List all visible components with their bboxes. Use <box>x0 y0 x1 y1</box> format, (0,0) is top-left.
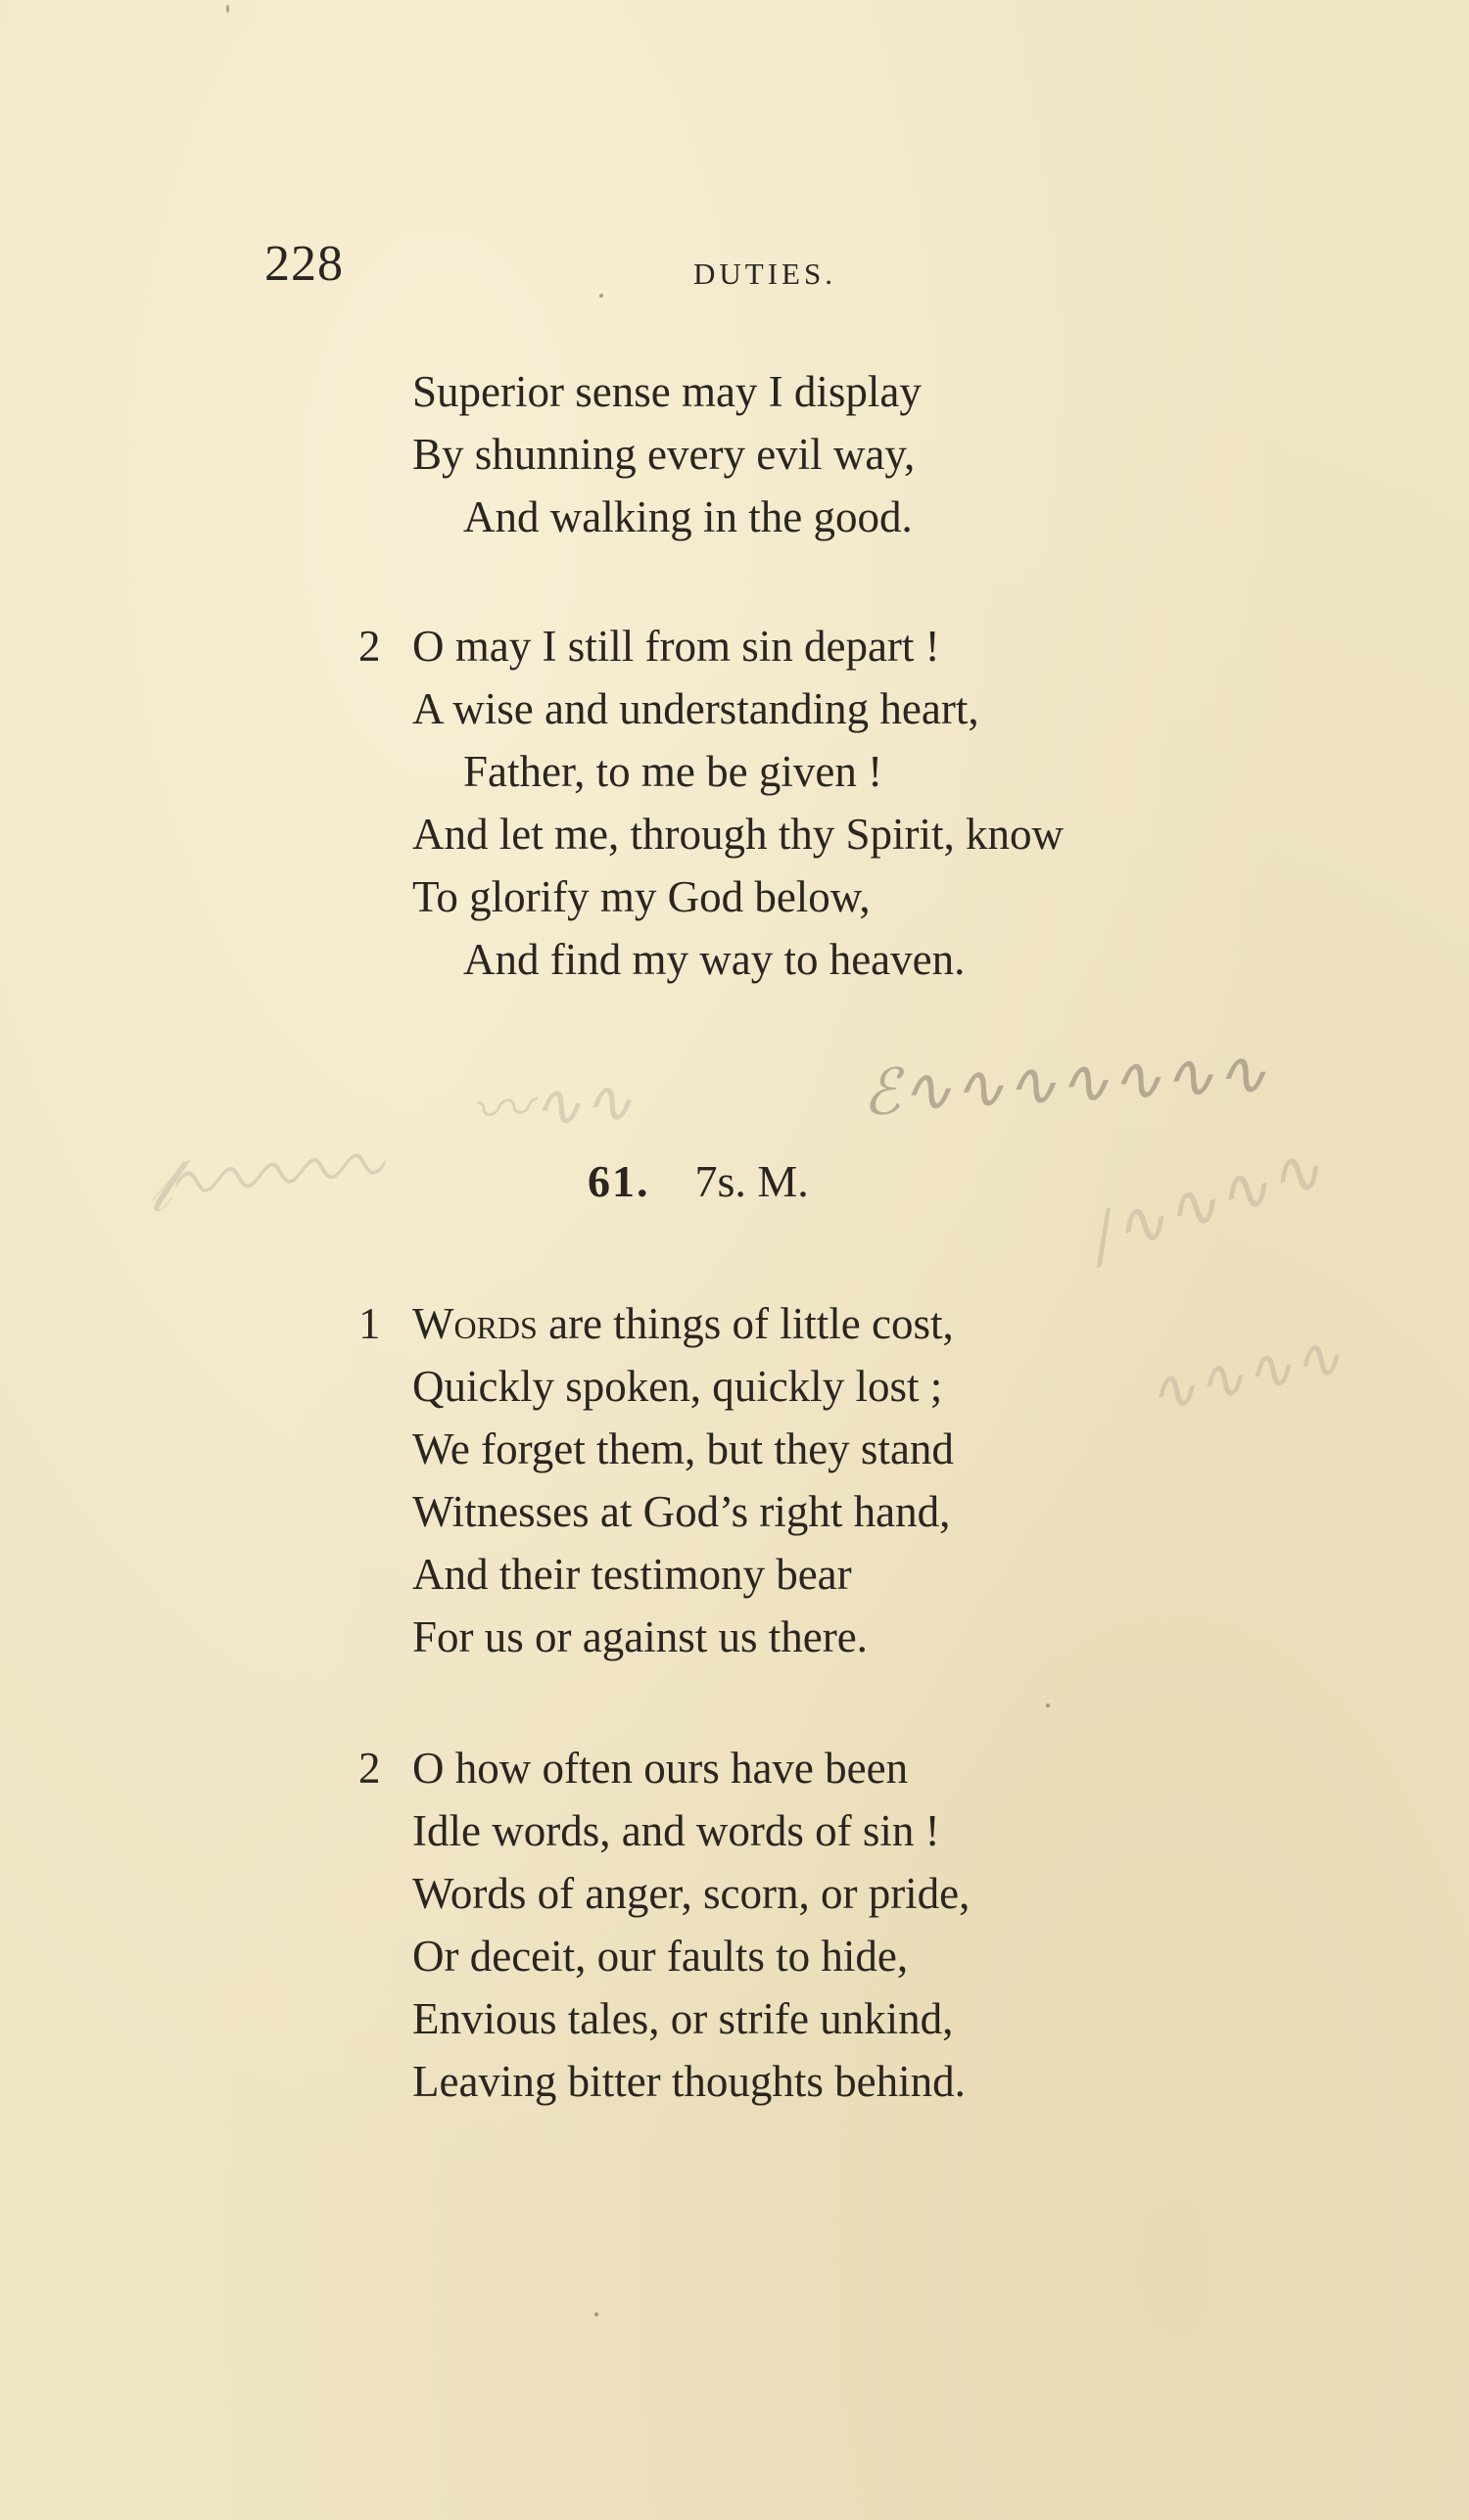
pencil-scribble: ∕∿∿∿∿ <box>1081 1130 1332 1276</box>
paper-speck <box>1046 1703 1050 1707</box>
poem-line: Quickly spoken, quickly lost ; <box>412 1362 943 1411</box>
poem-line: And let me, through thy Spirit, know <box>412 810 1064 859</box>
poem-line: We forget them, but they stand <box>412 1424 954 1473</box>
paper-speck <box>226 5 229 13</box>
hymn-number: 61. <box>588 1156 650 1206</box>
hymn-header <box>588 1155 809 1207</box>
poem-line: And walking in the good. <box>463 492 913 541</box>
running-head: DUTIES. <box>693 257 836 291</box>
verse-number: 2 <box>358 622 381 671</box>
poem-line: Leaving bitter thoughts behind. <box>412 2057 966 2106</box>
paper-speck <box>599 294 603 298</box>
pencil-scribble: 𝓁∿∿∿∿∿ <box>143 1123 384 1229</box>
poem-line: Or deceit, our faults to hide, <box>412 1932 909 1981</box>
poem-line <box>412 1299 954 1348</box>
verse-number: 2 <box>358 1744 381 1793</box>
poem-line: Words of anger, scorn, or pride, <box>412 1869 971 1918</box>
pencil-scribble: 〰︎∿∿ <box>468 1064 636 1147</box>
pencil-scribble: ∿∿∿∿ <box>1140 1321 1349 1430</box>
verse-number: 1 <box>358 1299 381 1348</box>
poem-line: By shunning every evil way, <box>412 430 916 479</box>
hymn-meter: 7s. M. <box>694 1156 809 1206</box>
pencil-scribble: ℰ∿∿∿∿∿∿∿ <box>860 1037 1269 1131</box>
page-number: 228 <box>264 236 344 292</box>
poem-line: And find my way to heaven. <box>463 935 966 984</box>
poem-line: O how often ours have been <box>412 1744 909 1793</box>
paper-speck <box>594 2312 598 2316</box>
poem-line: And their testimony bear <box>412 1550 852 1599</box>
poem-line: Witnesses at God’s right hand, <box>412 1487 951 1536</box>
poem-line: Envious tales, or strife unkind, <box>412 1994 954 2043</box>
poem-line: To glorify my God below, <box>412 872 871 921</box>
poem-line: O may I still from sin depart ! <box>412 622 940 671</box>
drop-word: Words <box>412 1299 538 1348</box>
poem-line: Idle words, and words of sin ! <box>412 1806 940 1855</box>
poem-line-rest: are things of little cost, <box>537 1299 954 1348</box>
poem-line: Superior sense may I display <box>412 367 922 416</box>
poem-line: Father, to me be given ! <box>463 747 883 796</box>
poem-line: For us or against us there. <box>412 1612 868 1661</box>
poem-line: A wise and understanding heart, <box>412 684 979 733</box>
